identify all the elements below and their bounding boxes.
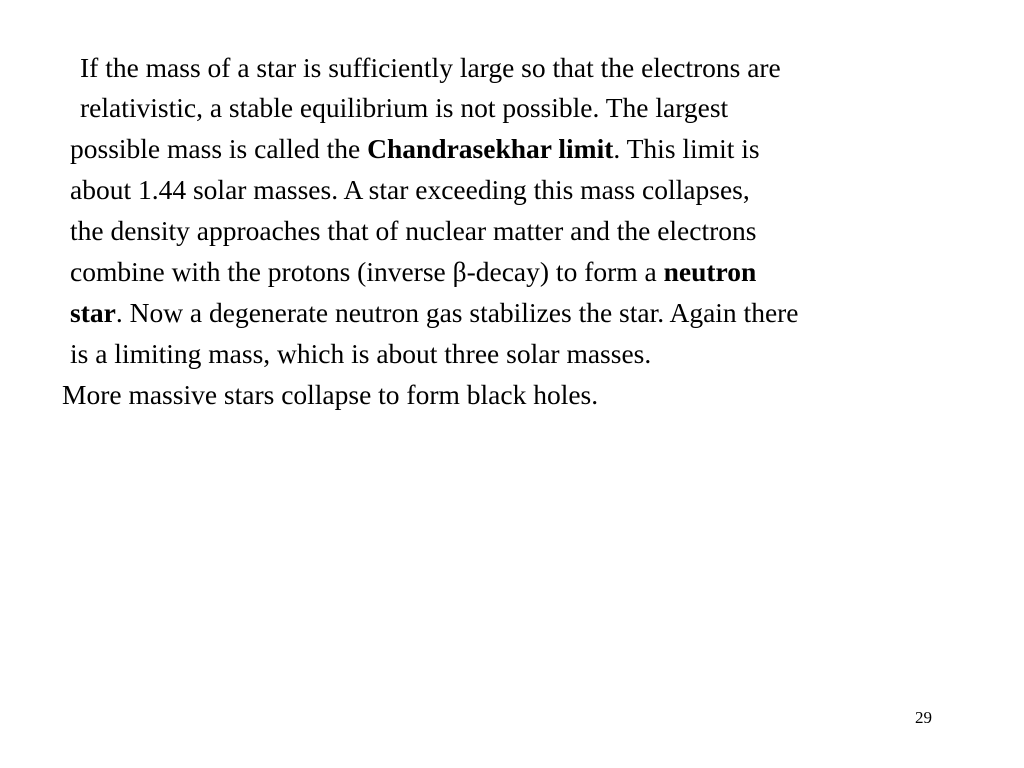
line-text: is a limiting mass, which is about three solar masses. <box>70 338 652 369</box>
neutron-term: neutron <box>663 256 757 287</box>
star-term: star <box>70 297 116 328</box>
text-line-3 <box>70 133 760 165</box>
chandrasekhar-limit-term: Chandrasekhar limit <box>367 133 614 164</box>
line-text: the density approaches that of nuclear matter and the electrons <box>70 215 757 246</box>
text-line-9 <box>62 379 598 411</box>
text-line-7 <box>70 297 799 329</box>
text-line-5 <box>70 215 756 247</box>
text-line-6 <box>70 256 756 288</box>
line-text: More massive stars collapse to form black holes. <box>62 379 599 410</box>
line-text: . This limit is <box>613 133 760 164</box>
text-line-1 <box>80 52 781 84</box>
line-text: about 1.44 solar masses. A star exceeding this mass collapses, <box>70 174 750 205</box>
text-line-4 <box>70 174 750 206</box>
line-text: If the mass of a star is sufficiently large so that the electrons are <box>80 52 781 83</box>
line-text: combine with the protons (inverse β-decay) to form a <box>70 256 664 287</box>
text-line-8 <box>70 338 651 370</box>
line-text: relativistic, a stable equilibrium is not possible. The largest <box>80 92 729 123</box>
page-number: 29 <box>915 708 932 727</box>
text-line-2 <box>80 92 728 124</box>
line-text: possible mass is called the <box>70 133 368 164</box>
line-text: . Now a degenerate neutron gas stabilizes the star. Again there <box>115 297 799 328</box>
